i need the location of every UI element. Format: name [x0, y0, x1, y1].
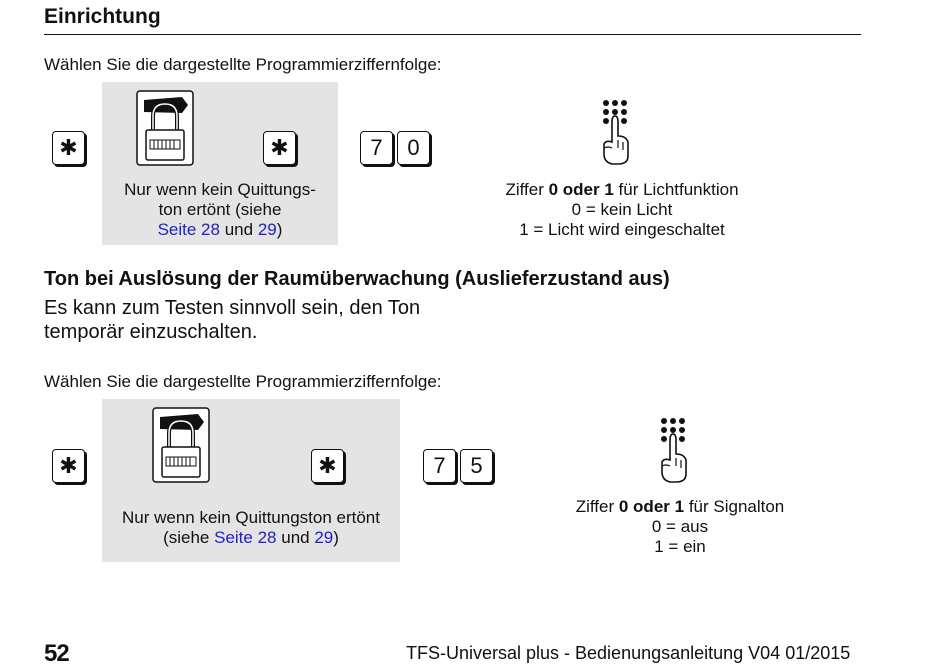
note-close: ) [333, 528, 339, 547]
body-line: temporär einzuschalten. [44, 321, 258, 343]
digit-key-label: 7 [370, 135, 383, 160]
note-and: und [224, 220, 254, 239]
star-key-1a [52, 131, 85, 165]
note-line: Nur wenn kein Quittungston ertönt [122, 508, 380, 527]
note-link-line [102, 220, 338, 240]
option-0-text: 0 = kein Licht [571, 200, 673, 219]
instruction-text-1: Wählen Sie die dargestellte Programmierziffernfolge: [44, 55, 442, 74]
note-text-2 [102, 508, 400, 548]
page-29-link[interactable]: 29 [257, 220, 277, 239]
star-key-1b [263, 131, 296, 165]
digit-key-0 [397, 131, 430, 165]
digit-key-5 [460, 449, 493, 483]
info-text-2 [530, 497, 830, 557]
note-close: ) [276, 220, 283, 239]
star-key-2b [311, 449, 344, 483]
page-title: Einrichtung [44, 5, 161, 28]
title-divider [44, 34, 861, 35]
info-suffix: für Lichtfunktion [618, 180, 739, 199]
digit-key-label: 7 [433, 453, 446, 478]
option-1-text: 1 = Licht wird eingeschaltet [519, 220, 725, 239]
info-bold: 0 oder 1 [618, 497, 685, 516]
star-key-label: ✱ [318, 453, 337, 478]
star-key-2a [52, 449, 85, 483]
note-text-1 [102, 180, 338, 240]
info-prefix: Ziffer [575, 497, 615, 516]
instruction-text-2: Wählen Sie die dargestellte Programmierziffernfolge: [44, 372, 442, 391]
note-line: ton ertönt (siehe [158, 200, 282, 219]
info-text-1 [462, 180, 782, 240]
info-line [530, 497, 830, 517]
info-line [462, 180, 782, 200]
star-key-label: ✱ [270, 135, 289, 160]
page-29-link[interactable]: 29 [314, 528, 334, 547]
info-suffix: für Signalton [688, 497, 785, 516]
info-bold: 0 oder 1 [548, 180, 614, 199]
option-1-text: 1 = ein [654, 537, 706, 556]
star-key-label: ✱ [59, 453, 78, 478]
info-prefix: Ziffer [505, 180, 544, 199]
document-title: TFS-Universal plus - Bedienungsanleitung V04 01/2015 [406, 643, 851, 663]
lock-code-icon [152, 407, 210, 483]
note-link-line [102, 528, 400, 548]
note-and: und [281, 528, 310, 547]
note-line: Nur wenn kein Quittungs- [124, 180, 316, 199]
lock-code-icon [136, 90, 194, 166]
keypad-finger-icon [656, 416, 692, 484]
star-key-label: ✱ [59, 135, 78, 160]
digit-key-7 [360, 131, 393, 165]
digit-key-7 [423, 449, 456, 483]
digit-key-label: 5 [470, 453, 483, 478]
body-line: Es kann zum Testen sinnvoll sein, den Ton [44, 297, 421, 319]
page-28-link[interactable]: Seite 28 [157, 220, 220, 239]
page-28-link[interactable]: Seite 28 [214, 528, 277, 547]
section-body [44, 296, 420, 344]
note-open: (siehe [163, 528, 210, 547]
keypad-finger-icon [598, 98, 634, 166]
option-0-text: 0 = aus [651, 517, 709, 536]
page-number: 52 [44, 640, 69, 667]
digit-key-label: 0 [407, 135, 420, 160]
section-heading: Ton bei Auslösung der Raumüberwachung (Auslieferzustand aus) [44, 268, 670, 290]
